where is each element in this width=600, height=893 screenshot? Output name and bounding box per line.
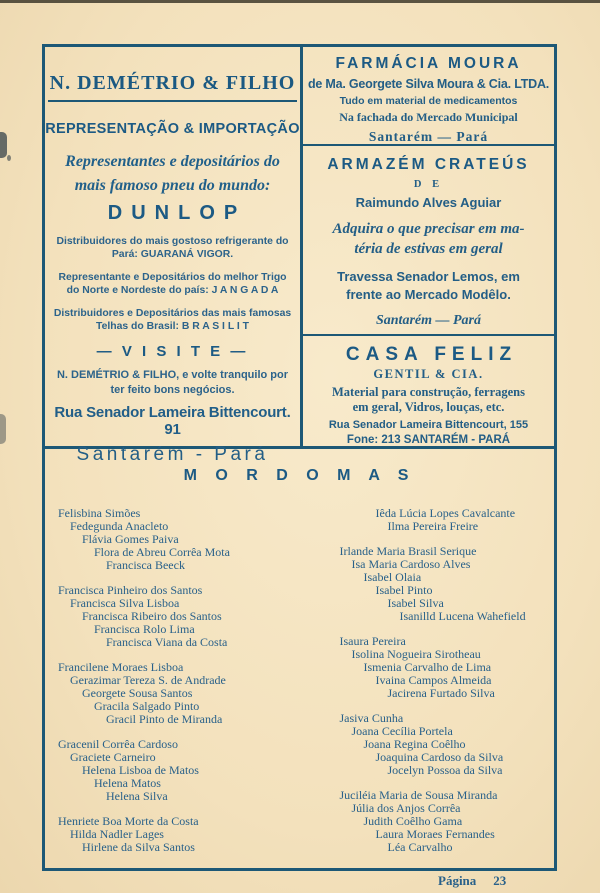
page-number-value: 23 [493, 873, 507, 888]
mordoma-name: Francisca Viana da Costa [106, 635, 228, 649]
ad-demetrio-subtitle: REPRESENTAÇÃO & IMPORTAÇÃO [45, 121, 300, 137]
ads-section [45, 47, 554, 465]
text-line: Representante e Depositários do melhor Trigo [58, 272, 287, 283]
mordoma-name: Léa Carvalho [387, 840, 453, 854]
text-line: frente ao Mercado Modêlo. [346, 287, 511, 302]
mordomas-group [340, 789, 555, 854]
ad-armazem-title: ARMAZÉM CRATEÚS [327, 156, 530, 173]
mordoma-name: Jocelyn Possoa da Silva [387, 763, 503, 777]
ad-armazem-owner: Raimundo Alves Aguiar [355, 195, 502, 210]
ad-farmacia-city: Santarém — Pará [368, 129, 489, 144]
text-line: Travessa Senador Lemos, em [337, 269, 520, 284]
mordoma-name: Ivaina Campos Almeida [375, 673, 492, 687]
mordoma-name: Felisbina Simões [58, 506, 141, 520]
ad-demetrio-visite: — V I S I T E — [96, 343, 249, 360]
text-line: Material para construção, ferragens [332, 385, 525, 399]
ad-demetrio-tagline [45, 150, 300, 198]
ad-armazem-crateus [303, 146, 554, 336]
mordomas-title: M O R D O M A S [183, 467, 416, 484]
mordoma-name: Isolina Nogueira Sirotheau [351, 647, 481, 661]
mordoma-name: Gracenil Corrêa Cardoso [58, 737, 178, 751]
text-line: Telhas do Brasil: B R A S I L I T [96, 321, 249, 332]
mordomas-column-right [300, 507, 555, 866]
mordoma-name: Flávia Gomes Paiva [82, 532, 179, 546]
mordoma-name: Graciete Carneiro [70, 750, 156, 764]
mordoma-name: Isabel Olaia [363, 570, 422, 584]
mordoma-name: Irlande Maria Brasil Serique [339, 544, 477, 558]
mordoma-name: Juciléia Maria de Sousa Miranda [339, 788, 498, 802]
mordoma-name: Francisca Pinheiro dos Santos [58, 583, 203, 597]
ad-casafeliz-address: Rua Senador Lameira Bittencourt, 155 [328, 419, 529, 431]
mordoma-name: Helena Silva [106, 789, 168, 803]
ad-casafeliz-title: CASA FELIZ [345, 344, 518, 365]
ad-casafeliz-phone: Fone: 213 SANTARÉM - PARÁ [346, 434, 511, 446]
ad-demetrio-brand: DUNLOP [107, 202, 247, 224]
scan-smudge [7, 155, 11, 161]
mordoma-name: Helena Matos [94, 776, 161, 790]
text-line: Adquira o que precisar em ma- [332, 221, 525, 237]
ad-farmacia-moura [303, 47, 554, 146]
tagline-line: mais famoso pneu do mundo: [74, 177, 271, 194]
mordoma-name: Judith Coêlho Gama [363, 814, 463, 828]
mordoma-name: Francisca Beeck [106, 558, 185, 572]
mordomas-group [58, 507, 300, 572]
mordoma-name: Júlia dos Anjos Corrêa [351, 801, 461, 815]
ad-demetrio-telhas [45, 307, 300, 333]
mordoma-name: Joana Regina Coêlho [363, 737, 466, 751]
scan-smudge [0, 132, 7, 158]
mordomas-group [58, 738, 300, 803]
mordoma-name: Hilda Nadler Lages [70, 827, 164, 841]
ad-armazem-de: D E [413, 179, 444, 190]
mordomas-columns [45, 507, 554, 866]
mordoma-name: Hirlene da Silva Santos [82, 840, 195, 854]
mordomas-group [58, 584, 300, 649]
tagline-line: Representantes e depositários do [65, 153, 280, 170]
ad-farmacia-line2: Na fachada do Mercado Municipal [339, 110, 518, 124]
scan-smudge [0, 414, 6, 444]
mordomas-group [340, 545, 555, 623]
mordoma-name: Jasiva Cunha [339, 711, 404, 725]
page-number [438, 873, 506, 889]
mordoma-name: Ismenia Carvalho de Lima [363, 660, 492, 674]
mordoma-name: Iêda Lúcia Lopes Cavalcante [375, 506, 516, 520]
mordoma-name: Fedegunda Anacleto [70, 519, 169, 533]
text-line: Distribuidores do mais gostoso refrigerante do [56, 236, 289, 247]
mordoma-name: Georgete Sousa Santos [82, 686, 193, 700]
mordoma-name: Henriete Boa Morte da Costa [58, 814, 199, 828]
ad-demetrio-title: N. DEMÉTRIO & FILHO [48, 72, 298, 102]
page-border-frame [42, 44, 557, 871]
mordomas-column-left [45, 507, 300, 866]
ad-armazem-address [303, 268, 554, 304]
ad-casafeliz-subtitle: GENTIL & CIA. [373, 367, 484, 381]
text-line: N. DEMÉTRIO & FILHO, e volte tranquilo por [56, 369, 288, 381]
mordoma-name: Joaquina Cardoso da Silva [375, 750, 504, 764]
mordomas-section [45, 467, 554, 886]
ad-demetrio-closing [45, 368, 300, 397]
mordoma-name: Isanilld Lucena Wahefield [399, 609, 526, 623]
mordoma-name: Francisca Rolo Lima [94, 622, 195, 636]
ad-demetrio-address: Rua Senador Lameira Bittencourt. 91 [54, 404, 291, 438]
ad-demetrio-trigo [45, 271, 300, 297]
mordoma-name: Isa Maria Cardoso Alves [351, 557, 471, 571]
ad-demetrio-refrigerante [45, 235, 300, 261]
mordoma-name: Isabel Pinto [375, 583, 433, 597]
text-line: do Norte e Nordeste do país: J A N G A D A [66, 285, 279, 296]
mordomas-group [340, 635, 555, 700]
mordoma-name: Gracila Salgado Pinto [94, 699, 200, 713]
mordoma-name: Ilma Pereira Freire [387, 519, 479, 533]
ad-armazem-city: Santarém — Pará [375, 313, 481, 328]
text-line: ter feito bons negócios. [110, 383, 235, 396]
mordoma-name: Flora de Abreu Corrêa Mota [94, 545, 230, 559]
mordoma-name: Joana Cecília Portela [351, 724, 453, 738]
mordoma-name: Gerazimar Tereza S. de Andrade [70, 673, 226, 687]
page-number-label: Página [438, 873, 477, 888]
ad-casa-feliz [303, 336, 554, 446]
mordomas-group [58, 661, 300, 726]
mordoma-name: Francilene Moraes Lisboa [58, 660, 184, 674]
ad-farmacia-line1: Tudo em material de medicamentos [339, 95, 518, 107]
ad-demetrio-city: Santarém - Pará [76, 444, 269, 465]
mordomas-group [340, 507, 555, 533]
scan-edge-top [0, 0, 600, 3]
mordoma-name: Gracil Pinto de Miranda [106, 712, 223, 726]
text-line: em geral, Vidros, louças, etc. [352, 400, 505, 414]
mordoma-name: Laura Moraes Fernandes [375, 827, 495, 841]
mordoma-name: Isabel Silva [387, 596, 444, 610]
text-line: Distribuidores e Depositários das mais famosas [53, 308, 292, 319]
mordoma-name: Jacirena Furtado Silva [387, 686, 495, 700]
ads-right-column [303, 47, 554, 446]
ad-casafeliz-desc [303, 385, 554, 415]
text-line: téria de estivas em geral [354, 241, 503, 257]
text-line: Pará: GUARANÁ VIGOR. [111, 249, 234, 260]
ad-farmacia-title: FARMÁCIA MOURA [335, 55, 522, 72]
mordomas-group [58, 815, 300, 854]
mordoma-name: Helena Lisboa de Matos [82, 763, 199, 777]
mordomas-group [340, 712, 555, 777]
mordoma-name: Francisca Ribeiro dos Santos [82, 609, 222, 623]
mordoma-name: Francisca Silva Lisboa [70, 596, 180, 610]
mordoma-name: Isaura Pereira [339, 634, 406, 648]
ad-farmacia-subtitle: de Ma. Georgete Silva Moura & Cia. LTDA. [307, 77, 550, 91]
ad-armazem-tagline [303, 219, 554, 259]
ad-demetrio [45, 47, 303, 465]
